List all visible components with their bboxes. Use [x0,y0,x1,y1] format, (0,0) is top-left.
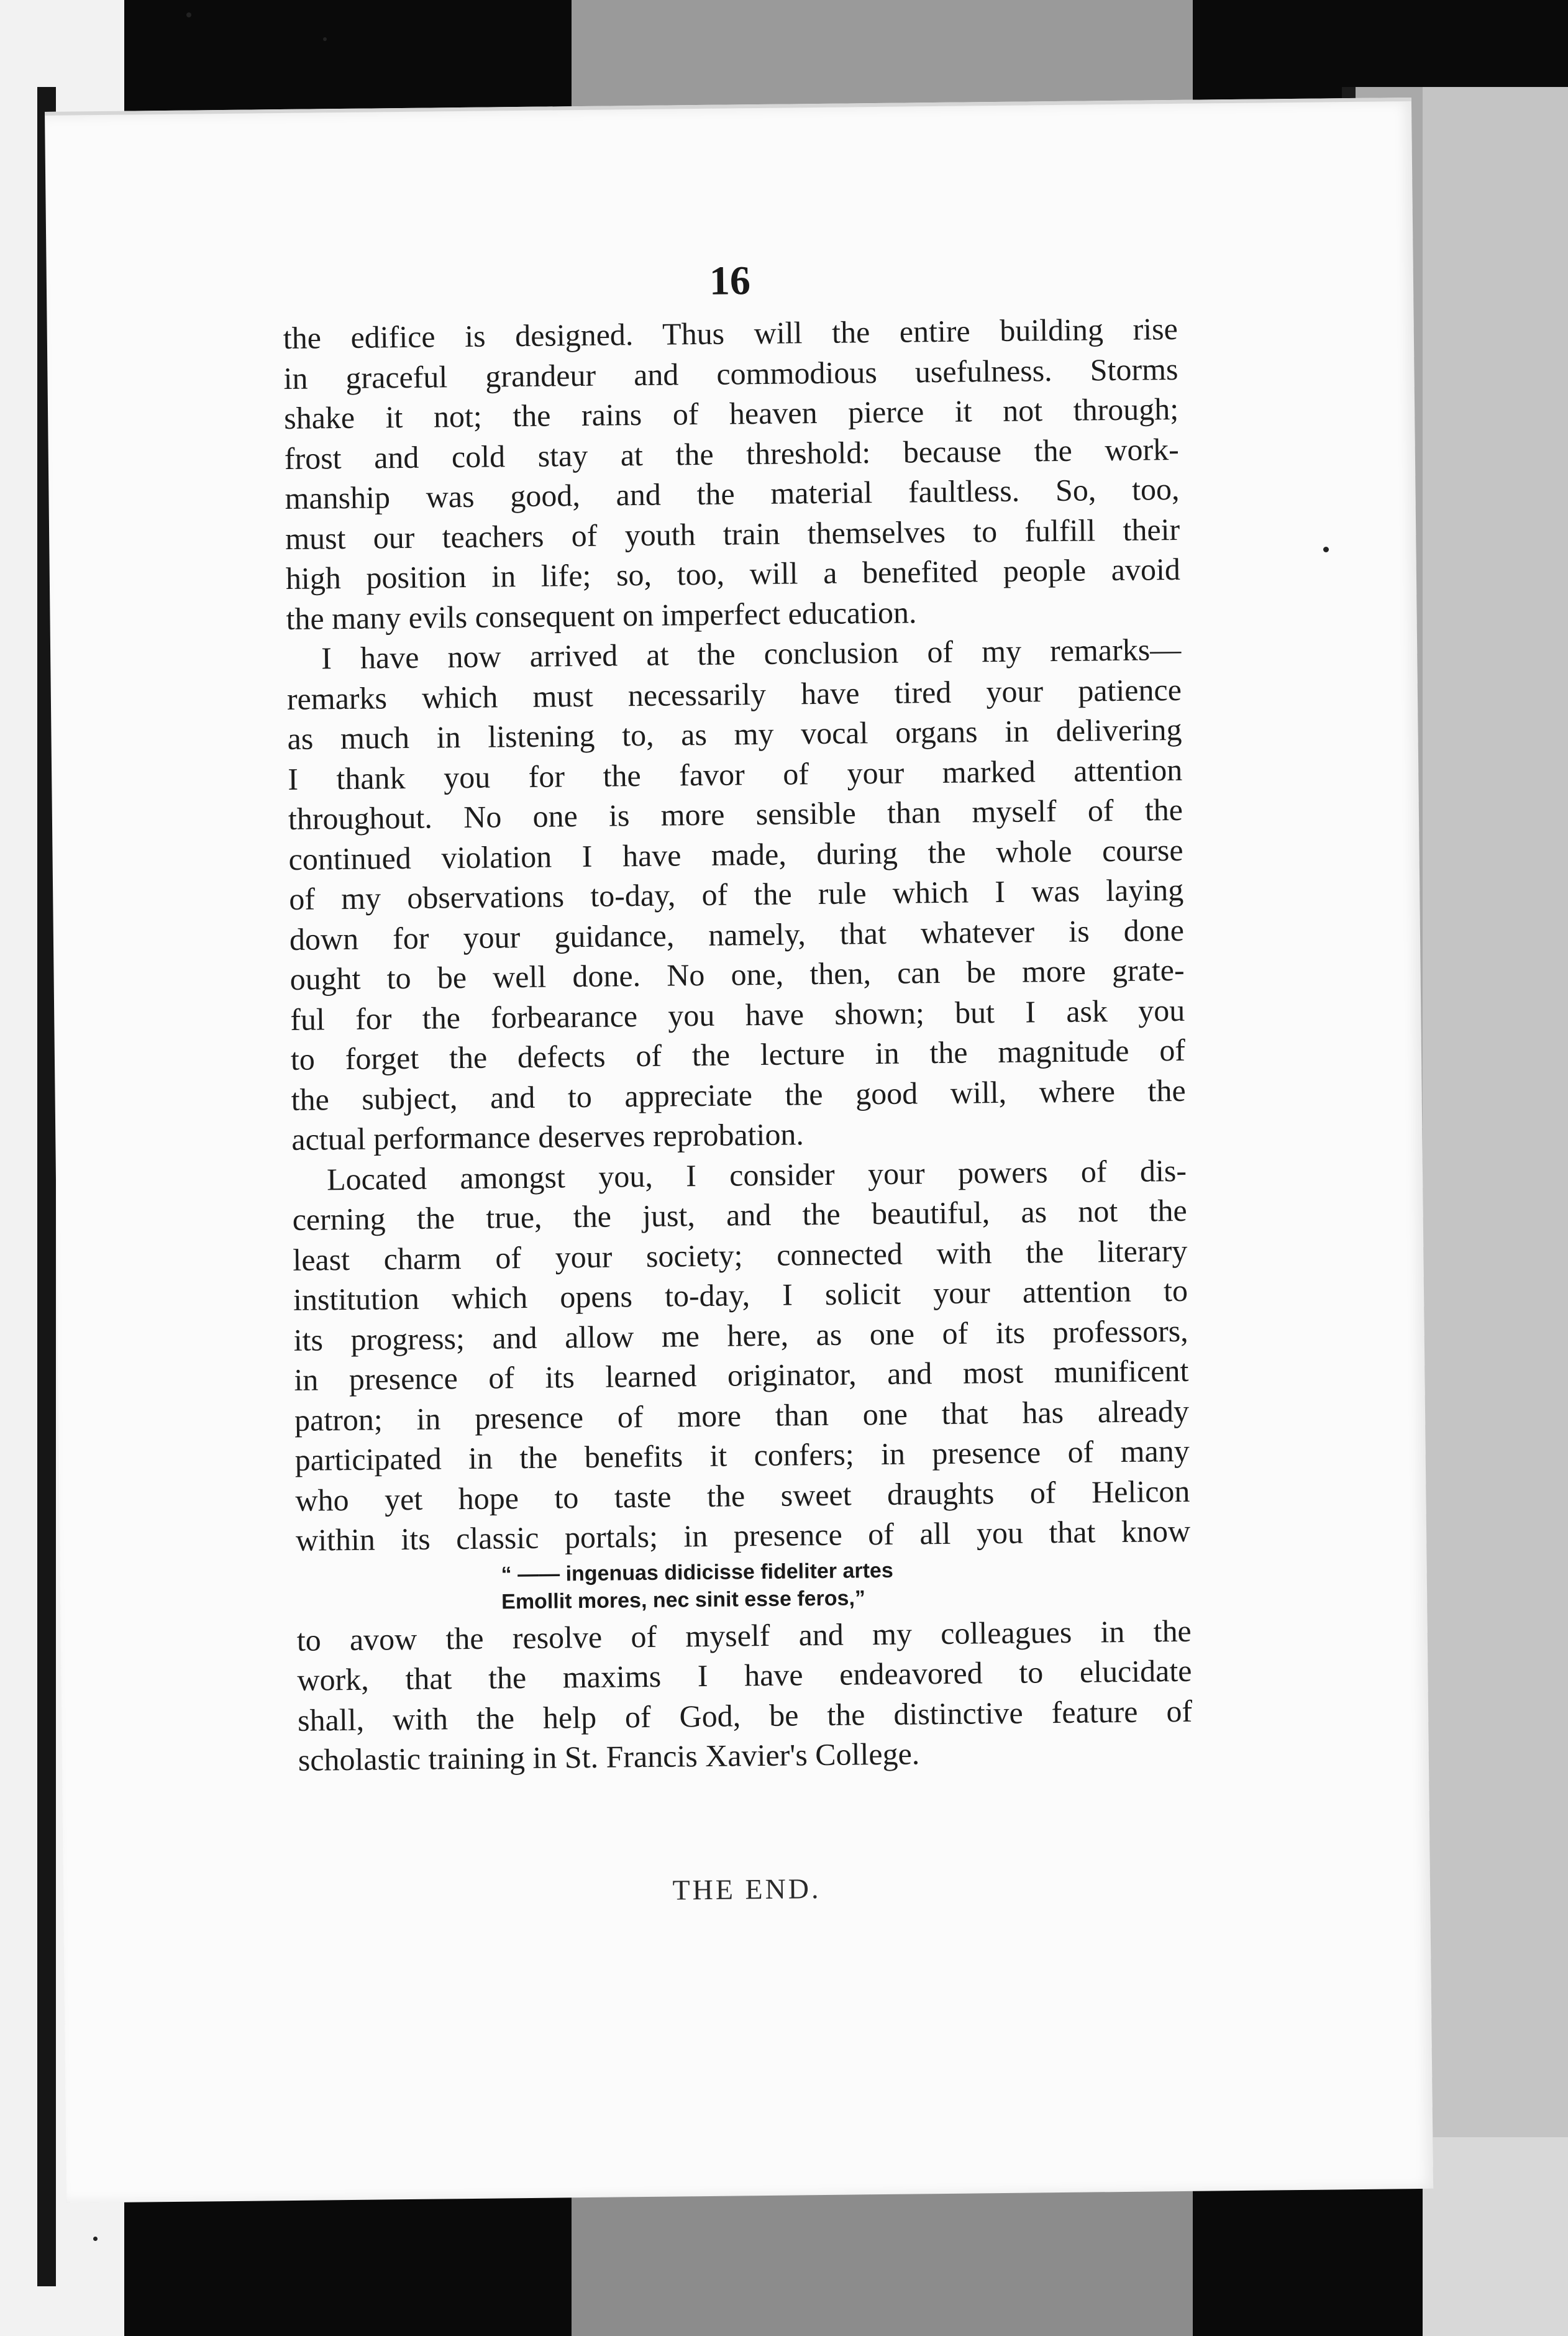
body-text [283,309,1193,1780]
text-line: ful for the forbearance you have shown; but I ask you [290,992,1185,1037]
text-line: the subject, and to appreciate the good will, where the [291,1072,1186,1117]
text-line: ought to be well done. No one, then, can be more grate- [289,952,1185,997]
book-page [45,98,1433,2203]
text-line: its progress; and allow me here, as one of its professors, [293,1313,1188,1357]
text-line: of my observations to-day, of the rule which I was laying [288,872,1184,916]
text-line: to avow the resolve of myself and my colleagues in the [296,1613,1192,1658]
text-line: within its classic portals; in presence of all you that know [295,1513,1191,1558]
text-line: as much in listening to, as my vocal organs in delivering [287,711,1182,756]
text-line: high position in life; so, too, will a benefited people avoid [285,551,1181,596]
page-number: 16 [709,258,751,304]
text-line: I have now arrived at the conclusion of my remarks— [321,631,1182,676]
adjacent-cover-strip [1423,87,1568,2137]
scan-speck [186,12,191,17]
text-line: must our teachers of youth train themselves to fulfill their [285,511,1180,556]
text-line: in graceful grandeur and commodious usefulness. Storms [283,351,1178,396]
text-line: manship was good, and the material faultless. So, too, [285,471,1180,516]
text-line: to forget the defects of the lecture in the magnitude of [290,1032,1186,1077]
text-line: cerning the true, the just, and the beautiful, as not the [292,1192,1187,1237]
text-line: shall, with the help of God, be the distinctive feature of [297,1693,1193,1738]
text-line: least charm of your society; connected with the literary [293,1233,1188,1277]
text-line: shake it not; the rains of heaven pierce it not through; [283,391,1179,436]
scan-speck [1323,547,1329,552]
scan-speck [323,37,327,41]
text-line: throughout. No one is more sensible than myself of the [288,792,1183,836]
text-line: who yet hope to taste the sweet draughts of Helicon [295,1473,1190,1518]
latin-quotation-line-1: “ —— ingenuas didicisse fideliter artes [501,1558,893,1586]
text-line: actual performance deserves reprobation. [291,1116,805,1157]
text-line: scholastic training in St. Francis Xavier's College. [298,1736,920,1777]
text-line: the edifice is designed. Thus will the entire building rise [283,311,1178,355]
scan-background-bottom-right [1423,2137,1568,2336]
scan-speck [93,2237,98,2241]
text-line: the many evils consequent on imperfect education. [286,594,917,636]
text-line: continued violation I have made, during the whole course [288,832,1183,877]
text-line: frost and cold stay at the threshold: because the work- [284,431,1180,476]
text-line: I thank you for the favor of your marked attention [287,752,1183,796]
text-line: participated in the benefits it confers; in presence of many [294,1433,1190,1477]
text-line: institution which opens to-day, I solicit your attention to [293,1272,1188,1317]
text-line: in presence of its learned originator, and most munificent [294,1353,1189,1397]
the-end-heading: THE END. [672,1873,821,1906]
text-line: Located amongst you, I consider your powers of dis- [326,1152,1187,1197]
text-line: remarks which must necessarily have tired your patience [286,672,1182,716]
text-line: down for your guidance, namely, that whatever is done [289,912,1185,957]
text-line: work, that the maxims I have endeavored to elucidate [297,1653,1192,1697]
latin-quotation-line-2: Emollit mores, nec sinit esse feros,” [501,1585,866,1613]
text-line: patron; in presence of more than one that has already [294,1393,1190,1438]
